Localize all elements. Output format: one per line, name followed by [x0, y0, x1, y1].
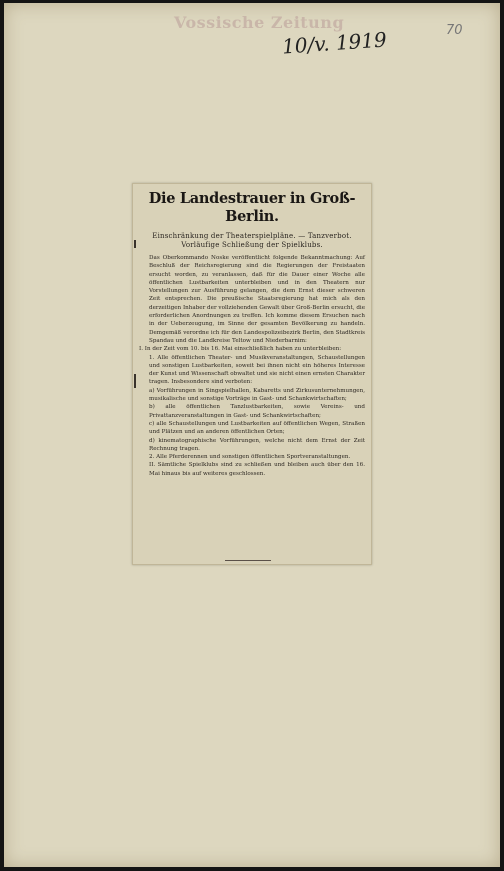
article-paragraph: 2. Alle Pferderennen und sonstigen öffentlichen Sportveranstaltungen.: [149, 454, 351, 461]
article-paragraph: I. In der Zeit vom 10. bis 16. Mai einschließlich haben zu unterbleiben:: [139, 346, 342, 353]
margin-mark: [134, 240, 136, 248]
page-number: 70: [446, 23, 463, 38]
article-paragraph: 1. Alle öffentlichen Theater- und Musikveranstaltungen, Schaustellungen und sonstigen Lustbarkeiten, soweit bei ihnen nicht ein höheres Interesse der Kunst und Wissenschaft obwaltet und sie nicht einen ernsten Charakter tragen. Insbesondere sind verboten:: [149, 354, 365, 386]
article-paragraph: d) kinematographische Vorführungen, welche nicht dem Ernst der Zeit Rechnung tragen.: [149, 437, 365, 452]
archive-page: [4, 3, 500, 867]
handwritten-date: 10/v. 1919: [281, 27, 388, 59]
end-rule: [225, 560, 271, 561]
article-paragraph: b) alle öffentlichen Tanzlustbarkeiten, sowie Vereins- und Privattanzveranstaltungen in Gast- und Schankwirtschaften;: [149, 404, 365, 419]
margin-mark: [134, 374, 136, 388]
article-headline: Die Landestrauer in Groß-Berlin.: [148, 190, 356, 225]
newspaper-clipping: [132, 183, 372, 565]
article-subheadline: Vorläufige Schließung der Spielklubs.: [181, 241, 323, 249]
newspaper-stamp: Vossische Zeitung: [174, 13, 345, 32]
article-paragraph: Das Oberkommando Noske veröffentlicht folgende Bekanntmachung: Auf Beschluß der Reichsregierung sind die Regierungen der Freistaaten ersucht worden, zu veranlassen, daß für die Dauer einer Woche alle öffentlichen Lustbarkeiten unterbleiben und in den Theatern nur Vorstellungen zur Ausführung gelangen, die dem Ernst dieser schweren Zeit entsprechen. Die preußische Staatsregierung hat mich als den derzeitigen Inhaber der vollziehenden Gewalt über Groß-Berlin ersucht, die erforderlichen Anordnungen zu treffen. Ich komme diesem Ersuchen nach in der Ueberzeugung, im Sinne der gesamten Bevölkerung zu handeln. Demgemäß verordne ich für den Landespolizeibezirk Berlin, den Stadtkreis Spandau und die Landkreise Teltow und Niederbarnim:: [149, 255, 365, 344]
article-paragraph: II. Sämtliche Spielklubs sind zu schließen und bleiben auch über den 16. Mai hinaus bis auf weiteres geschlossen.: [149, 462, 365, 477]
article-subheadline: Einschränkung der Theaterspielpläne. — Tanzverbot.: [152, 232, 352, 240]
article-paragraph: a) Vorführungen in Singspielhallen, Kabaretts und Zirkusunternehmungen, musikalische und sonstige Vorträge in Gast- und Schankwirtschaften;: [149, 387, 365, 403]
article: [139, 188, 365, 478]
article-body: [139, 254, 365, 478]
article-paragraph: c) alle Schaustellungen und Lustbarkeiten auf öffentlichen Wegen, Straßen und Plätzen und an anderen öffentlichen Orten;: [149, 420, 365, 436]
